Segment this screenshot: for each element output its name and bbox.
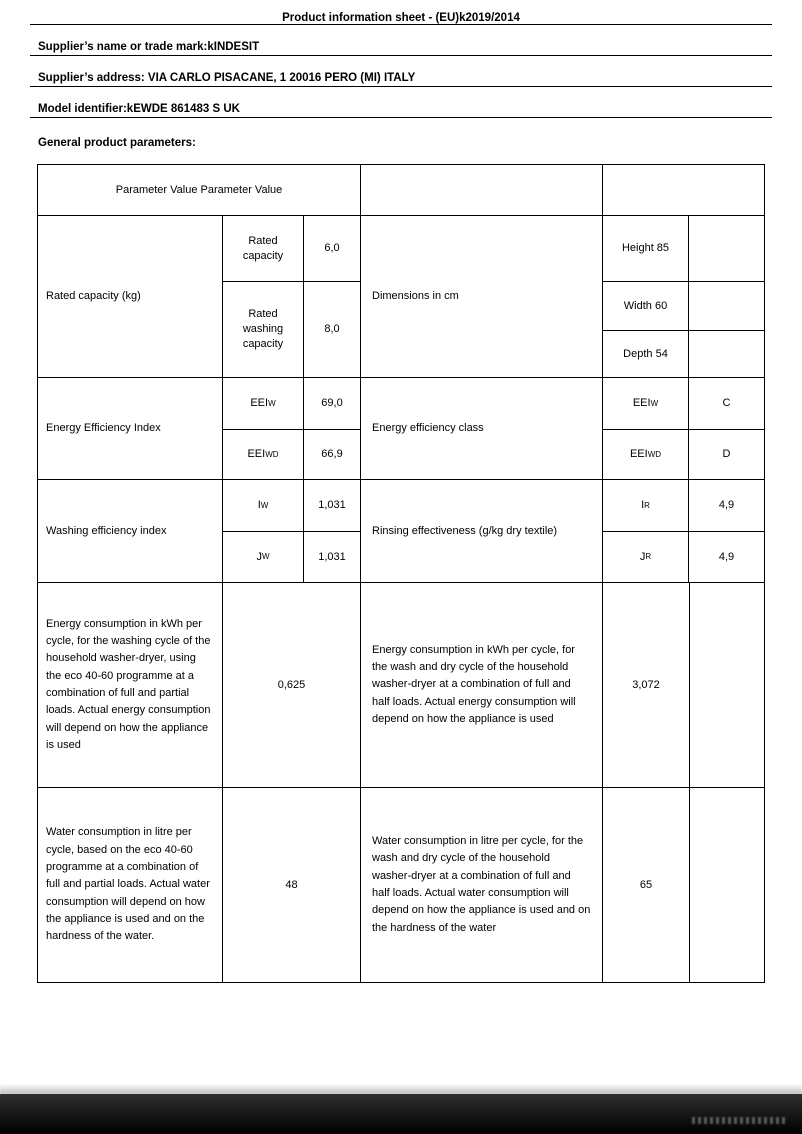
- ir-label: I R: [641, 499, 650, 512]
- energy-wash-label: Energy consumption in kWh per cycle, for the washing cycle of the household washer-dryer, using the eco 40-60 programme at a combination of full and partial loads. Actual energy consumption will depend on how the appliance is used: [46, 617, 211, 752]
- supplier-name-line: Supplier’s name or trade mark:kINDESIT: [38, 41, 260, 53]
- energy-class-eei-wd-label: EEI WD: [629, 448, 662, 461]
- supplier-address-line: Supplier’s address: VIA CARLO PISACANE, 1 20016 PERO (MI) ITALY: [38, 72, 416, 84]
- rated-capacity-subtable: [222, 216, 360, 377]
- washing-index-label: Washing efficiency index: [46, 524, 167, 537]
- dimension-width: Width 60: [623, 299, 668, 312]
- water-washdry-empty: [689, 788, 764, 982]
- water-wash-value: 48: [222, 788, 360, 982]
- eei-wd-label: EEI WD: [247, 448, 279, 461]
- water-washdry-label: Water consumption in litre per cycle, for the wash and dry cycle of the household washer-dryer at a combination of full and half loads. Actual water consumption will depend on how the appliance is used and on the hardness of the water: [360, 788, 602, 982]
- jr-value: 4,9: [688, 532, 764, 582]
- energy-class-eei-w-label: EEI W: [632, 397, 659, 410]
- water-washdry-value: 65: [602, 788, 689, 982]
- water-wash-label: Water consumption in litre per cycle, based on the eco 40-60 programme at a combination of full and partial loads. Actual water consumption will depend on how the appliance is used and on the hardness of the water.: [46, 826, 210, 943]
- rinsing-label: Rinsing effectiveness (g/kg dry textile): [360, 480, 602, 582]
- jw-label: J W: [256, 550, 270, 563]
- row-energy-efficiency: [38, 377, 764, 479]
- eei-subtable: [222, 378, 360, 479]
- energy-washdry-label: Energy consumption in kWh per cycle, for the wash and dry cycle of the household washer-dryer at a combination of full and half loads. Actual energy consumption will depend on how the appliance is used: [360, 583, 602, 787]
- dimension-width-empty: [688, 282, 764, 330]
- footer-small-text: [692, 1117, 788, 1124]
- dimension-height: Height 85: [621, 242, 670, 255]
- rated-washing-capacity-value: 8,0: [303, 282, 360, 377]
- dimension-depth-empty: [688, 331, 764, 377]
- page-title: Product information sheet - (EU)k2019/2014: [282, 12, 520, 24]
- row-rated-capacity: [38, 215, 764, 377]
- washing-index-subtable: [222, 480, 360, 582]
- table-header-cell: Parameter Value Parameter Value: [115, 183, 283, 196]
- row-energy-consumption: [38, 582, 764, 787]
- eei-w-label: EEI W: [250, 397, 276, 410]
- jw-value: 1,031: [303, 532, 360, 582]
- rated-capacity-value: 6,0: [303, 216, 360, 281]
- page-bottom-edge: [0, 1084, 802, 1094]
- dimensions-label: Dimensions in cm: [360, 216, 602, 377]
- rated-capacity-label: Rated capacity (kg): [46, 290, 141, 303]
- energy-class-eei-wd-value: D: [688, 430, 764, 479]
- table-header-empty: [602, 165, 764, 215]
- energy-wash-value: 0,625: [222, 583, 360, 787]
- jr-label: J R: [639, 550, 652, 563]
- eei-wd-value: 66,9: [303, 430, 360, 479]
- parameters-table: [37, 164, 765, 983]
- energy-class-subtable: [602, 378, 764, 479]
- table-header-row: [38, 165, 764, 215]
- row-water-consumption: [38, 787, 764, 982]
- iw-value: 1,031: [303, 480, 360, 531]
- dimensions-subtable: [602, 216, 764, 377]
- energy-class-eei-w-value: C: [688, 378, 764, 429]
- eei-w-value: 69,0: [303, 378, 360, 429]
- rated-capacity-row-label: Rated capacity: [242, 234, 284, 262]
- rated-washing-capacity-row-label: Rated washing capacity: [242, 308, 284, 350]
- eei-label: Energy Efficiency Index: [46, 422, 161, 435]
- ir-value: 4,9: [688, 480, 764, 531]
- section-heading: General product parameters:: [38, 137, 196, 149]
- energy-washdry-value: 3,072: [602, 583, 689, 787]
- row-washing-efficiency: [38, 479, 764, 582]
- table-header-empty: [360, 165, 602, 215]
- energy-class-label: Energy efficiency class: [360, 378, 602, 479]
- model-identifier-line: Model identifier:kEWDE 861483 S UK: [38, 103, 240, 115]
- footer-bar: [0, 1094, 802, 1134]
- rinsing-subtable: [602, 480, 764, 582]
- dimension-depth: Depth 54: [623, 347, 668, 360]
- energy-washdry-empty: [689, 583, 764, 787]
- dimension-height-empty: [688, 216, 764, 281]
- iw-label: I W: [257, 499, 269, 512]
